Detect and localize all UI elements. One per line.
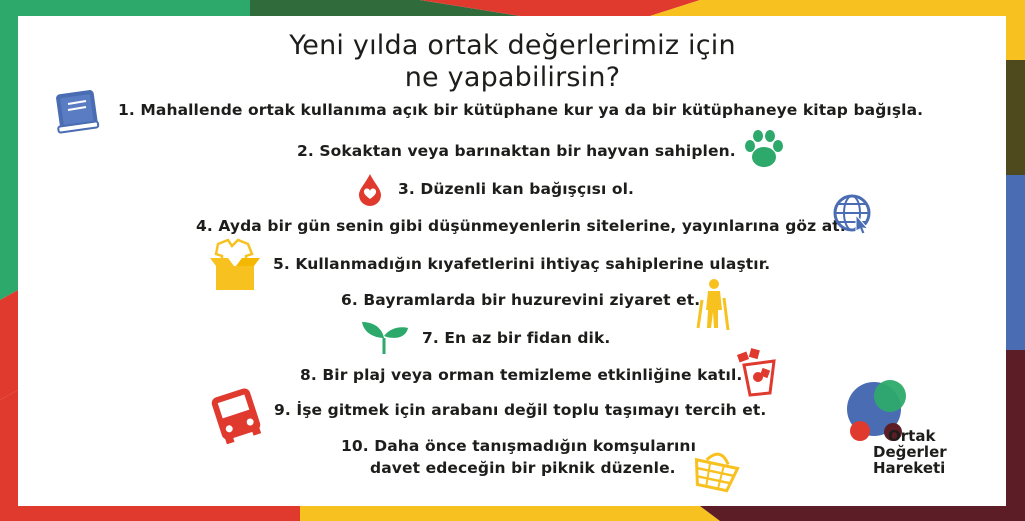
picnic-basket-icon (691, 444, 741, 498)
globe-cursor-icon (830, 193, 876, 239)
logo-line-1: Ortak (888, 427, 936, 445)
trash-can-icon (734, 347, 784, 401)
list-item-1: 1. Mahallende ortak kullanıma açık bir kütüphane kur ya da bir kütüphaneye kitap bağışla. (118, 101, 924, 119)
list-item-6: 6. Bayramlarda bir huzurevini ziyaret et. (341, 291, 701, 309)
list-item-3: 3. Düzenli kan bağışçısı ol. (398, 180, 635, 198)
logo-line-2: Değerler (873, 443, 947, 461)
list-item-4: 4. Ayda bir gün senin gibi düşünmeyenlerin sitelerine, yayınlarına göz at. (196, 217, 846, 235)
list-item-5: 5. Kullanmadığın kıyafetlerini ihtiyaç sahiplerine ulaştır. (273, 255, 771, 273)
elderly-person-icon (694, 278, 734, 336)
list-item-10-line-1: 10. Daha önce tanışmadığın komşularını (341, 437, 696, 455)
list-item-10-line-2: davet edeceğin bir piknik düzenle. (370, 459, 676, 477)
list-item-2: 2. Sokaktan veya barınaktan bir hayvan sahiplen. (297, 142, 736, 160)
heading-line-1: Yeni yılda ortak değerlerimiz için (289, 30, 736, 61)
sapling-icon (360, 316, 410, 360)
list-item-8: 8. Bir plaj veya orman temizleme etkinliğine katıl. (300, 366, 743, 384)
clothes-box-icon (208, 238, 262, 298)
logo-line-3: Hareketi (873, 459, 946, 477)
list-item-9: 9. İşe gitmek için arabanı değil toplu taşımayı tercih et. (274, 401, 767, 419)
book-icon (52, 88, 104, 140)
blood-drop-icon (355, 172, 385, 210)
list-item-7: 7. En az bir fidan dik. (422, 329, 611, 347)
bus-icon (208, 386, 264, 448)
paw-icon (742, 128, 786, 174)
heading-line-2: ne yapabilirsin? (404, 62, 621, 93)
